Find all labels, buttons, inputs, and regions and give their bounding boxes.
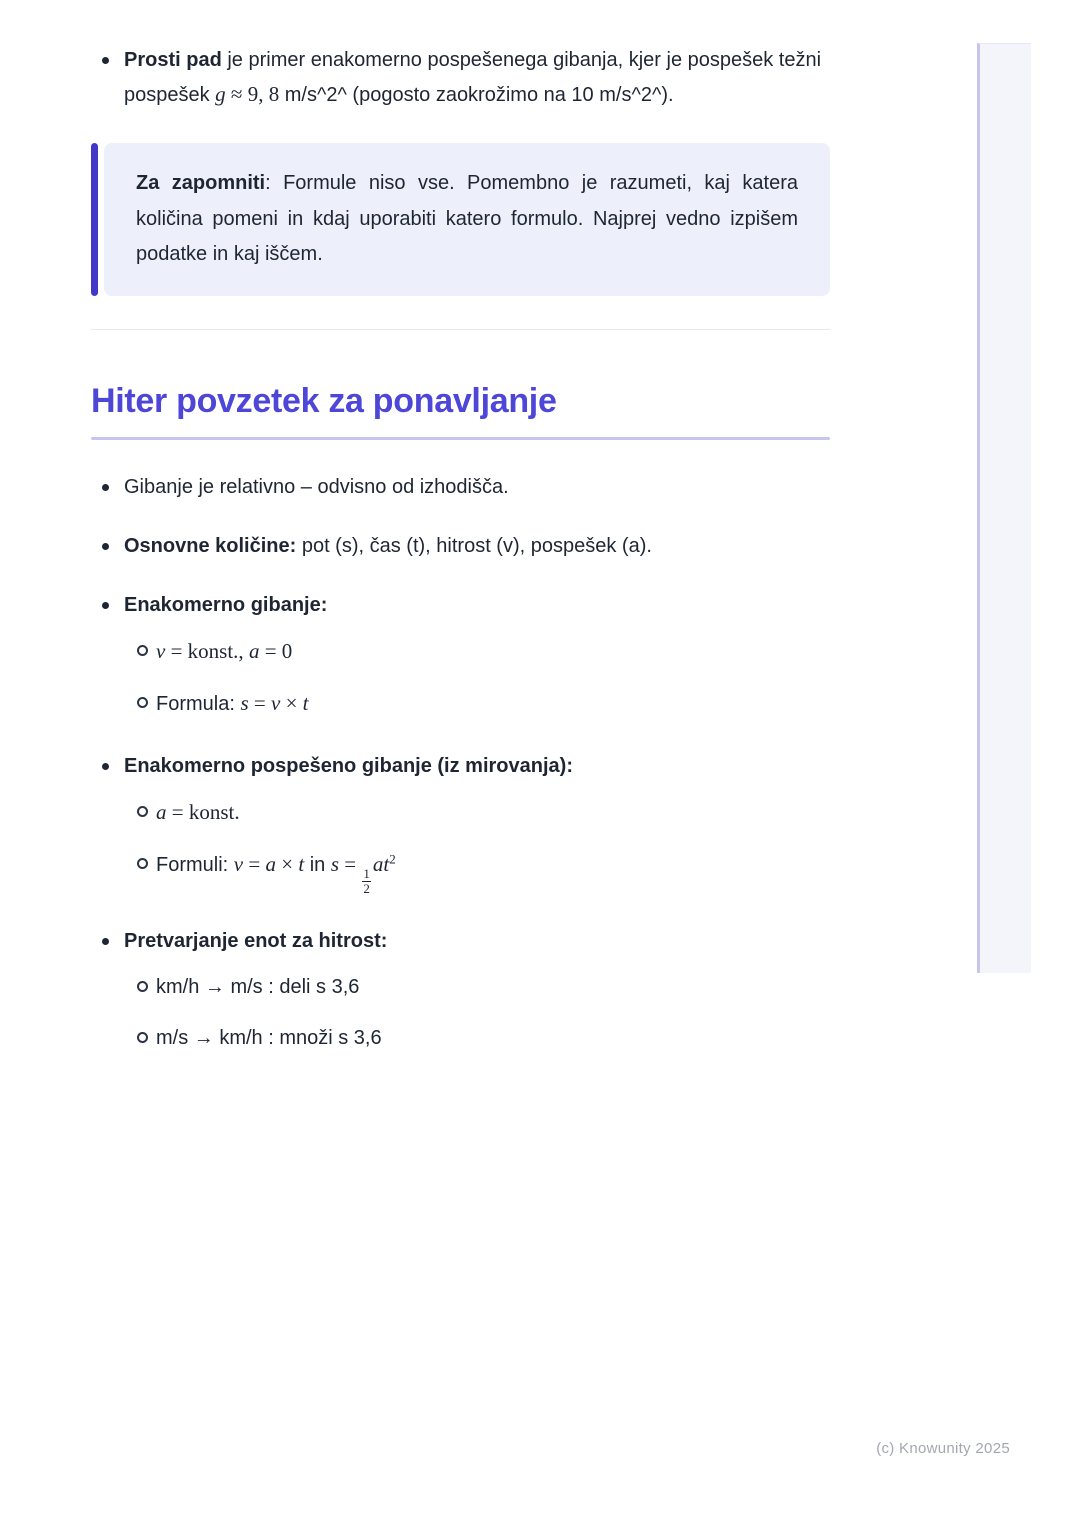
summary-bold-term: Osnovne količine: — [124, 534, 297, 557]
math-superscript: 2 — [389, 851, 396, 867]
math-variable: a — [156, 799, 167, 824]
intro-bold-term: Prosti pad — [124, 49, 222, 71]
math-text: × — [275, 852, 299, 877]
math-text: = — [248, 691, 271, 716]
callout-accent-bar — [91, 143, 98, 296]
fraction-denominator: 2 — [363, 880, 370, 896]
math-variable: a — [265, 852, 276, 877]
math-value: ≈ 9, 8 — [225, 82, 280, 106]
math-text: = — [339, 852, 362, 877]
formula-label: Formuli: — [156, 854, 234, 877]
list-item — [91, 925, 830, 1053]
fraction-numerator: 1 — [363, 866, 370, 882]
math-variable: s — [330, 852, 340, 877]
conjunction-text: in — [304, 854, 331, 877]
summary-text: pot (s), čas (t), hitrost (v), pospešek (a). — [296, 534, 652, 557]
math-variable: a — [248, 638, 260, 663]
math-text: = konst. — [166, 799, 240, 824]
list-item — [91, 471, 830, 504]
math-variable: t — [302, 691, 309, 716]
callout-text — [136, 166, 798, 273]
sub-list — [124, 972, 830, 1053]
sub-list-item — [124, 797, 830, 829]
math-variable: t — [298, 852, 305, 877]
next-page-edge-preview — [977, 43, 1031, 973]
sub-list-item — [124, 688, 830, 720]
math-variable: v — [156, 638, 166, 663]
callout-note — [91, 143, 830, 296]
math-variable: g — [215, 82, 226, 106]
callout-rest: : Formule niso vse. Pomembno je razumeti, kaj katera količina pomeni in kdaj uporabiti katero formulo. Najprej vedno izpišem podatke in kaj iščem. — [136, 172, 798, 266]
heading-underline — [91, 437, 830, 440]
callout-body — [104, 143, 830, 296]
list-item — [91, 530, 830, 563]
summary-list — [91, 471, 830, 1053]
sub-list — [124, 797, 830, 895]
math-variable: at — [372, 852, 390, 877]
conversion-text: m/s → km/h : množi s 3,6 — [156, 1026, 382, 1049]
math-text: = 0 — [259, 638, 293, 663]
math-variable: s — [240, 691, 249, 716]
callout-bold-lead: Za zapomniti — [136, 172, 266, 194]
summary-bold-term: Enakomerno pospešeno gibanje (iz mirovanja): — [124, 754, 573, 777]
summary-bold-term: Pretvarjanje enot za hitrost: — [124, 929, 388, 952]
sub-list-item — [124, 972, 830, 1002]
page-content — [91, 0, 830, 1083]
intro-list — [91, 44, 830, 112]
sub-list — [124, 636, 830, 720]
intro-text: je primer enakomerno pospešenega gibanja, kjer je pospešek težni pospešek — [124, 49, 822, 106]
summary-bold-term: Enakomerno gibanje: — [124, 593, 328, 616]
math-text: = — [243, 852, 266, 877]
section-heading: Hiter povzetek za ponavljanje — [91, 381, 557, 420]
intro-text-tail: m/s^2^ (pogosto zaokrožimo na 10 m/s^2^). — [279, 84, 674, 106]
conversion-text: km/h → m/s : deli s 3,6 — [156, 975, 360, 998]
section-divider — [91, 329, 830, 330]
math-variable: v — [271, 691, 281, 716]
summary-text: Gibanje je relativno – odvisno od izhodišča. — [124, 475, 509, 498]
sub-list-item — [124, 636, 830, 668]
math-text: = konst., — [165, 638, 249, 663]
list-item — [91, 750, 830, 895]
sub-list-item — [124, 849, 830, 895]
math-variable: v — [233, 852, 244, 877]
sub-list-item — [124, 1023, 830, 1053]
list-item — [91, 589, 830, 720]
formula-label: Formula: — [156, 693, 241, 716]
list-item — [91, 44, 830, 112]
copyright-notice: (c) Knowunity 2025 — [876, 1440, 1010, 1457]
math-text: × — [280, 691, 303, 716]
math-fraction — [362, 867, 371, 895]
